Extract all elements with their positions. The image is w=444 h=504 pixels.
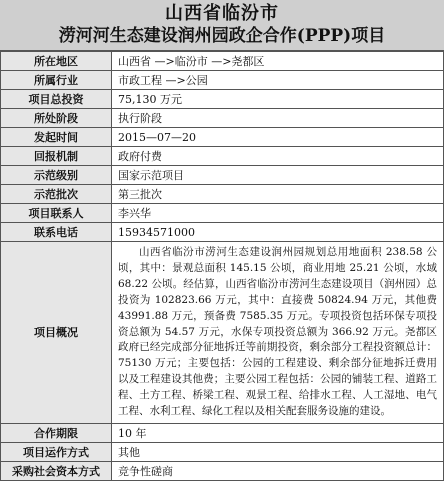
row-return-mechanism	[1, 147, 444, 166]
row-operation-mode	[1, 442, 444, 461]
value-demo-level: 国家示范项目	[112, 166, 444, 185]
row-phone	[1, 223, 444, 242]
value-return-mechanism: 政府付费	[112, 147, 444, 166]
row-demo-level	[1, 166, 444, 185]
row-contact	[1, 204, 444, 223]
value-industry: 市政工程 —>公园	[112, 71, 444, 90]
info-table	[0, 51, 444, 481]
value-term: 10 年	[112, 423, 444, 442]
label-demo-level: 示范级别	[1, 166, 112, 185]
title-block	[0, 0, 444, 51]
value-procurement: 竞争性磋商	[112, 461, 444, 480]
label-operation-mode: 项目运作方式	[1, 442, 112, 461]
label-phone: 联系电话	[1, 223, 112, 242]
label-start-date: 发起时间	[1, 128, 112, 147]
row-start-date	[1, 128, 444, 147]
value-demo-batch: 第三批次	[112, 185, 444, 204]
row-term	[1, 423, 444, 442]
label-industry: 所属行业	[1, 71, 112, 90]
row-region	[1, 52, 444, 71]
label-contact: 项目联系人	[1, 204, 112, 223]
row-total-investment	[1, 90, 444, 109]
value-stage: 执行阶段	[112, 109, 444, 128]
value-total-investment: 75,130 万元	[112, 90, 444, 109]
label-return-mechanism: 回报机制	[1, 147, 112, 166]
label-term: 合作期限	[1, 423, 112, 442]
value-region: 山西省 —>临汾市 —>尧都区	[112, 52, 444, 71]
title-line-2: 涝河河生态建设润州园政企合作(PPP)项目	[58, 26, 386, 46]
row-overview	[1, 242, 444, 424]
label-region: 所在地区	[1, 52, 112, 71]
label-demo-batch: 示范批次	[1, 185, 112, 204]
row-industry	[1, 71, 444, 90]
row-demo-batch	[1, 185, 444, 204]
value-overview: 山西省临汾市涝河生态建设润州园规划总用地面积 238.58 公顷，其中：景观总面积 145.15 公顷，商业用地 25.21 公顷，水域 68.22 公顷。经估算，山西省临汾市涝河生态建设项目（润州园）总投资为 102823.66 万元，其中：直接费 50824.94 万元，其他费 43991.88 万元，预备费 7585.35 万元。专项投资包括环保专项投资总额为 54.57 万元，水保专项投资总额为 366.92 万元。尧都区政府已经完成部分征地拆迁等前期投资，剩余部分工程投资额总计：75130 万元；主要包括：公园的工程建设、剩余部分征地拆迁费用以及工程建设其他费；主要公园工程包括：公园的铺装工程、道路工程、土方工程、桥梁工程、观景工程、给排水工程、人工湿地、电气工程、水利工程、绿化工程以及相关配套服务设施的建设。	[112, 242, 444, 424]
label-procurement: 采购社会资本方式	[1, 461, 112, 480]
label-total-investment: 项目总投资	[1, 90, 112, 109]
value-contact: 李兴华	[112, 204, 444, 223]
label-overview: 项目概况	[1, 242, 112, 424]
value-phone: 15934571000	[112, 223, 444, 242]
value-operation-mode: 其他	[112, 442, 444, 461]
label-stage: 所处阶段	[1, 109, 112, 128]
row-stage	[1, 109, 444, 128]
title-line-1: 山西省临汾市	[165, 3, 279, 24]
value-start-date: 2015—07—20	[112, 128, 444, 147]
row-procurement	[1, 461, 444, 480]
